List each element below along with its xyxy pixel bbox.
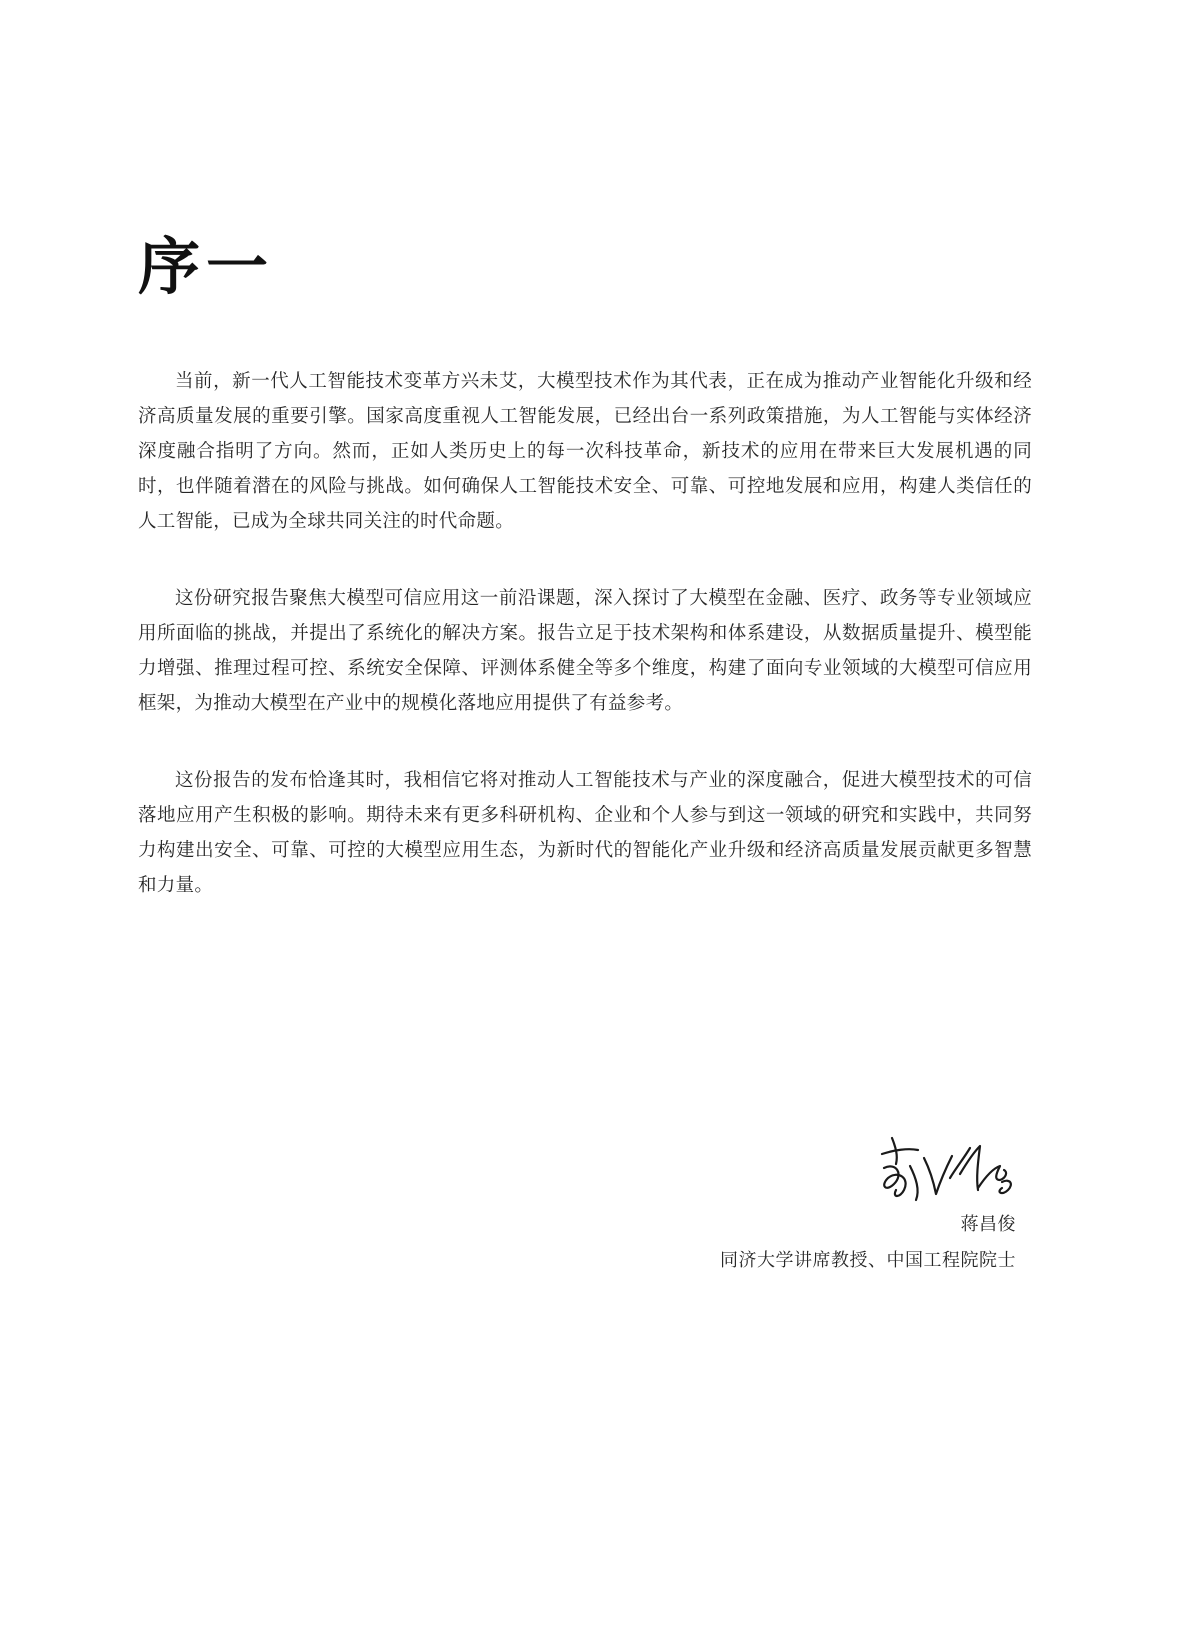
handwritten-signature (874, 1128, 1024, 1206)
body-text (138, 364, 1032, 945)
page-title: 序一 (138, 230, 275, 303)
signature-affiliation: 同济大学讲席教授、中国工程院院士 (720, 1250, 1016, 1271)
signature-name: 蒋昌俊 (960, 1214, 1016, 1235)
paragraph-3: 这份报告的发布恰逢其时，我相信它将对推动人工智能技术与产业的深度融合，促进大模型技术的可信落地应用产生积极的影响。期待未来有更多科研机构、企业和个人参与到这一领域的研究和实践中，共同努力构建出安全、可靠、可控的大模型应用生态，为新时代的智能化产业升级和经济高质量发展贡献更多智慧和力量。 (138, 770, 1032, 896)
paragraph-2: 这份研究报告聚焦大模型可信应用这一前沿课题，深入探讨了大模型在金融、医疗、政务等专业领域应用所面临的挑战，并提出了系统化的解决方案。报告立足于技术架构和体系建设，从数据质量提升、模型能力增强、推理过程可控、系统安全保障、评测体系健全等多个维度，构建了面向专业领域的大模型可信应用框架，为推动大模型在产业中的规模化落地应用提供了有益参考。 (138, 588, 1032, 714)
paragraph-1: 当前，新一代人工智能技术变革方兴未艾，大模型技术作为其代表，正在成为推动产业智能化升级和经济高质量发展的重要引擎。国家高度重视人工智能发展，已经出台一系列政策措施，为人工智能与实体经济深度融合指明了方向。然而，正如人类历史上的每一次科技革命，新技术的应用在带来巨大发展机遇的同时，也伴随着潜在的风险与挑战。如何确保人工智能技术安全、可靠、可控地发展和应用，构建人类信任的人工智能，已成为全球共同关注的时代命题。 (138, 371, 1032, 532)
